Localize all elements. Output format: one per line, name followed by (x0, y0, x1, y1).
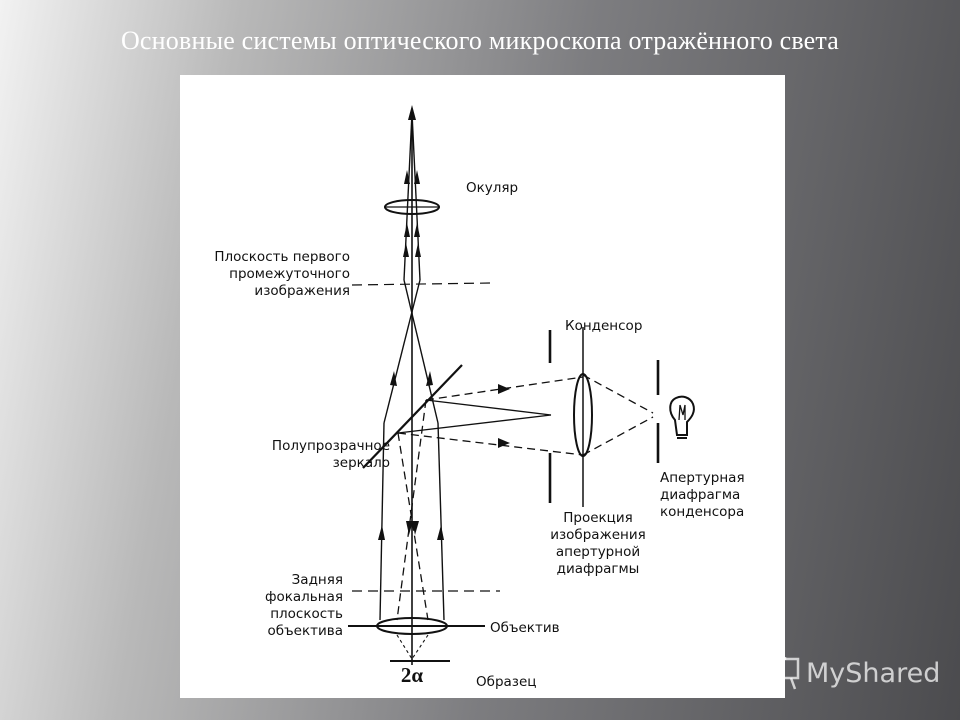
label-eyepiece: Окуляр (466, 180, 519, 196)
label-specimen: Образец (476, 674, 537, 690)
intermediate-image-plane (352, 283, 492, 285)
label-aperture-projection-4: диафрагмы (556, 561, 640, 577)
label-intermediate-plane-2: промежуточного (229, 266, 350, 282)
watermark (770, 655, 940, 691)
label-objective: Объектив (490, 620, 560, 636)
label-condenser: Конденсор (565, 318, 643, 334)
ray-cross-1 (384, 280, 420, 423)
presentation-board-icon (770, 656, 800, 690)
label-aperture-diaphragm-2: диафрагма (660, 487, 741, 503)
ray-cross-2 (404, 280, 438, 423)
label-back-focal-plane-2: фокальная (264, 589, 343, 605)
watermark-text: MyShared (806, 657, 941, 689)
label-aperture-diaphragm-3: конденсора (660, 504, 745, 520)
label-aperture-angle: 2α (400, 663, 424, 687)
optical-path-svg (180, 75, 785, 698)
microscope-diagram (180, 75, 785, 698)
label-intermediate-plane-1: Плоскость первого (214, 249, 350, 265)
label-half-mirror-2: зеркало (332, 455, 390, 471)
label-back-focal-plane-4: объектива (267, 623, 343, 639)
label-aperture-diaphragm-1: Апертурная (660, 470, 745, 486)
label-aperture-projection-1: Проекция (563, 510, 633, 526)
slide-title: Основные системы оптического микроскопа отражённого света (120, 26, 840, 55)
label-aperture-projection-3: апертурной (555, 544, 641, 560)
label-back-focal-plane-3: плоскость (270, 606, 343, 622)
label-intermediate-plane-3: изображения (254, 283, 350, 299)
light-bulb-icon (670, 397, 694, 438)
label-aperture-projection-2: изображения (550, 527, 646, 543)
label-back-focal-plane-1: Задняя (291, 572, 343, 588)
label-half-mirror-1: Полупрозрачное (271, 438, 390, 454)
